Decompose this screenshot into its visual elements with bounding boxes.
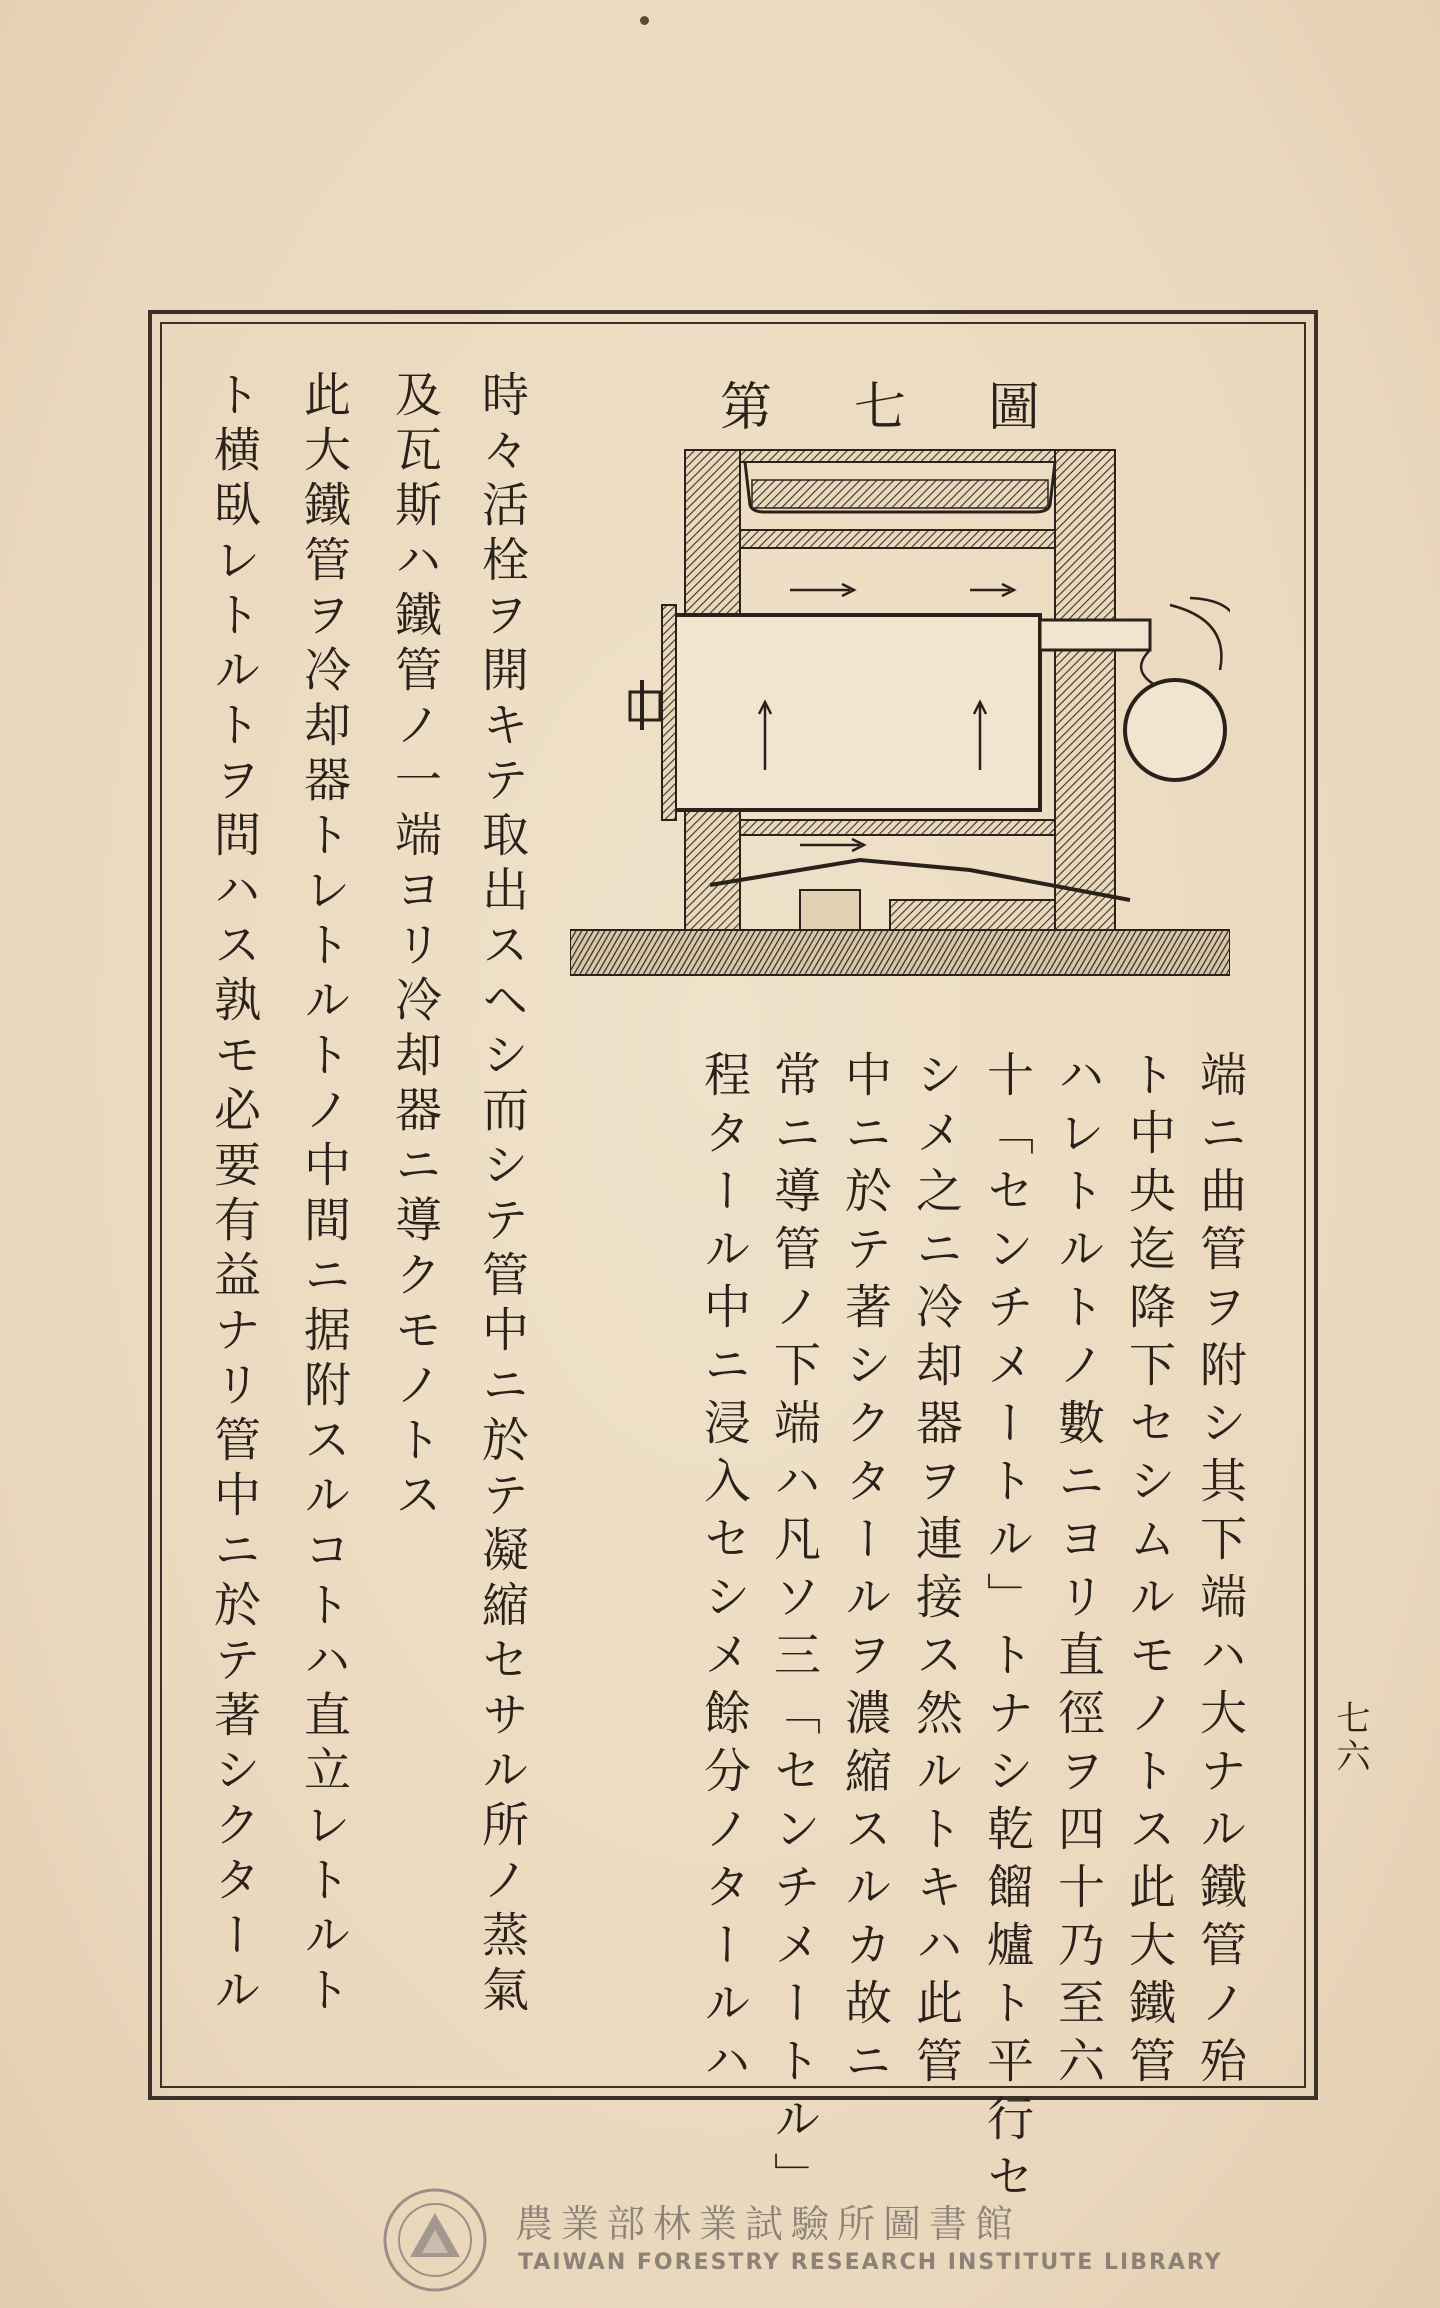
text-column-12: ト横臥レトルトヲ問ハス孰モ必要有益ナリ管中ニ於テ著シクタール: [206, 370, 261, 2020]
library-name-chinese: 農業部林業試驗所圖書館: [515, 2202, 1022, 2246]
text-column-2: ト中央迄降下セシムルモノトス此大鐵管: [1121, 1050, 1176, 2094]
paper-speck: [640, 16, 649, 25]
retort-furnace-illustration: [570, 430, 1230, 990]
library-name-english: TAIWAN FORESTRY RESEARCH INSTITUTE LIBRARY: [518, 2250, 1223, 2275]
text-column-9: 時々活栓ヲ開キテ取出スヘシ而シテ管中ニ於テ凝縮セサル所ノ蒸氣: [474, 370, 529, 2020]
text-column-8: 程タール中ニ浸入セシメ餘分ノタールハ: [696, 1050, 751, 2094]
text-column-1: 端ニ曲管ヲ附シ其下端ハ大ナル鐵管ノ殆: [1192, 1050, 1247, 2094]
text-column-4: 十「センチメートル」トナシ乾餾爐ト平行セ: [979, 1050, 1034, 2210]
page-number: 七六: [1330, 1700, 1370, 1776]
text-column-7: 常ニ導管ノ下端ハ凡ソ三「センチメートル」: [766, 1050, 821, 2210]
text-column-3: ハレトルトノ數ニヨリ直徑ヲ四十乃至六: [1050, 1050, 1105, 2094]
library-seal-icon: [380, 2185, 490, 2295]
text-column-10: 及瓦斯ハ鐵管ノ一端ヨリ冷却器ニ導クモノトス: [387, 370, 442, 1525]
text-column-5: シメ之ニ冷却器ヲ連接ス然ルトキハ此管: [908, 1050, 963, 2094]
text-column-6: 中ニ於テ著シクタールヲ濃縮スルカ故ニ: [837, 1050, 892, 2094]
text-column-11: 此大鐵管ヲ冷却器トレトルトノ中間ニ据附スルコトハ直立レトルト: [296, 370, 351, 2020]
figure-title: 第七圖: [720, 378, 1123, 438]
